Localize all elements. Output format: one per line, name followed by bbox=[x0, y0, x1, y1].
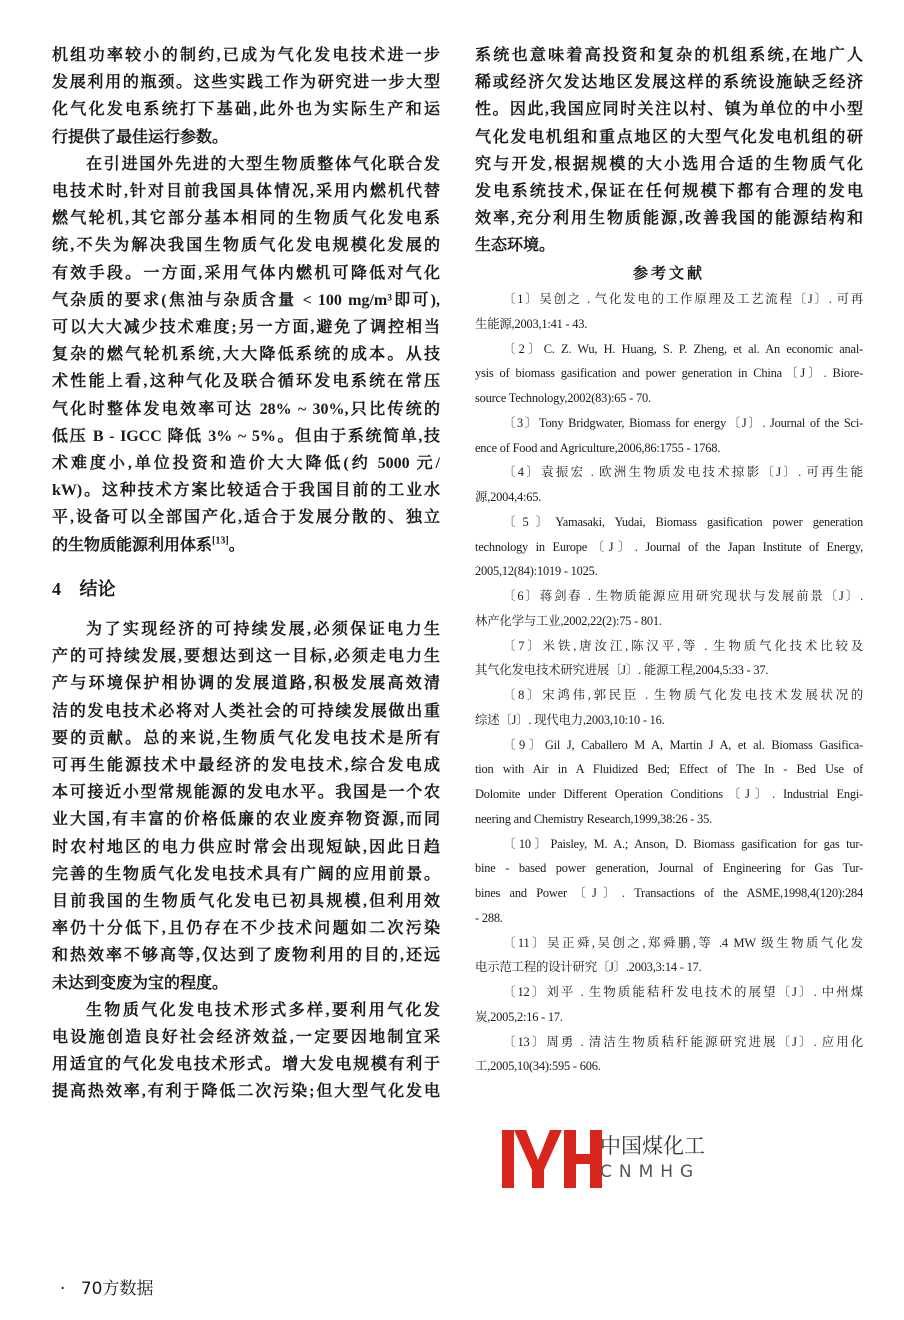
logo-english-name: CNMHG bbox=[600, 1162, 701, 1182]
text-line: 用适宜的气化发电技术形式。增大发电规模有利于 bbox=[52, 1056, 440, 1074]
citation-superscript: [13] bbox=[212, 535, 229, 547]
text-line: 〔3〕Tony Bridgwater, Biomass for energy〔J〕. Journal of the Sci- bbox=[503, 415, 863, 430]
text-line: 本可接近小型常规能源的发电水平。我国是一个农 bbox=[52, 784, 440, 802]
text-line: 〔13〕周勇 . 清洁生物质秸秆能源研究进展〔J〕. 应用化 bbox=[503, 1034, 863, 1049]
text-line: 究与开发,根据规模的大小选用合适的生物质气化 bbox=[475, 155, 863, 173]
references-title: 参考文献 bbox=[632, 266, 705, 282]
text-line: 炭,2005,2:16 - 17. bbox=[475, 1009, 563, 1024]
text-line: 气化发电机组和重点地区的大型气化发电机组的研 bbox=[475, 128, 863, 146]
text-line: 要的贡献。总的来说,生物质气化发电技术是所有 bbox=[52, 729, 440, 747]
text-line: 系统也意味着高投资和复杂的机组系统,在地广人 bbox=[475, 47, 863, 64]
text-line: 〔8〕宋鸿伟,郭民臣 . 生物质气化发电技术发展状况的 bbox=[503, 688, 863, 702]
text-line: kW)。这种技术方案比较适合于我国目前的工业水 bbox=[52, 482, 440, 500]
text-line: 率仍十分低下,且仍存在不少技术问题如二次污染 bbox=[52, 920, 440, 938]
text-line: 业大国,有丰富的价格低廉的农业废弃物资源,而同 bbox=[52, 811, 440, 829]
text-line: 电示范工程的设计研究〔J〕.2003,3:14 - 17. bbox=[475, 960, 702, 975]
logo-chinese-name: 中国煤化工 bbox=[600, 1134, 705, 1158]
text-line: 综述〔J〕. 现代电力,2003,10:10 - 16. bbox=[475, 712, 665, 727]
text-line: 效率,充分利用生物质能源,改善我国的能源结构和 bbox=[475, 210, 863, 228]
text-line: ence of Food and Agriculture,2006,86:1755 - 1768. bbox=[475, 440, 721, 455]
text-line: bine - based power generation, Journal of Engineering for Gas Tur- bbox=[475, 861, 863, 876]
left-column-upper bbox=[52, 42, 440, 559]
text-line: 在引进国外先进的大型生物质整体气化联合发 bbox=[86, 155, 440, 173]
text-line: 低压 B - IGCC 降低 3% ~ 5%。但由于系统简单,技 bbox=[52, 427, 440, 445]
text-line: 性。因此,我国应同时关注以村、镇为单位的中小型 bbox=[475, 101, 863, 119]
text-line: 产与环境保护相协调的发展道路,积极发展高效清 bbox=[52, 675, 440, 693]
text-line: 提高热效率,有利于降低二次污染;但大型气化发电 bbox=[52, 1083, 440, 1101]
text-line: 生能源,2003,1:41 - 43. bbox=[475, 316, 588, 331]
text-line: 〔7〕米铁,唐汝江,陈汉平,等 . 生物质气化技术比较及 bbox=[503, 638, 863, 653]
section-heading bbox=[52, 575, 116, 601]
text-line: 〔2〕C. Z. Wu, H. Huang, S. P. Zheng, et al. An economic anal- bbox=[503, 341, 863, 356]
text-line: 未达到变废为宝的程度。 bbox=[52, 974, 229, 992]
text-line: 〔12〕刘平 . 生物质能秸秆发电技术的展望〔J〕. 中州煤 bbox=[503, 985, 863, 999]
text-line: 〔6〕蒋剑春 . 生物质能源应用研究现状与发展前景〔J〕. bbox=[503, 589, 863, 603]
logo-mark-icon bbox=[498, 1126, 608, 1192]
text-line: 林产化学与工业,2002,22(2):75 - 801. bbox=[475, 613, 662, 628]
text-line: 气化时整体发电效率可达 28% ~ 30%,只比传统的 bbox=[52, 400, 440, 418]
text-line: 生物质气化发电技术形式多样,要利用气化发 bbox=[86, 1001, 440, 1019]
text-line: 可以大大减少技术难度;另一方面,避免了调控相当 bbox=[52, 319, 440, 337]
text-line: 机组功率较小的制约,已成为气化发电技术进一步 bbox=[52, 47, 440, 64]
text-line: 其气化发电技术研究进展〔J〕. 能源工程,2004,5:33 - 37. bbox=[475, 663, 769, 678]
text-line: 〔5〕Yamasaki, Yudai, Biomass gasification power generation bbox=[503, 514, 863, 529]
text-line: ysis of biomass gasification and power generation in China〔J〕. Biore- bbox=[475, 366, 863, 381]
text-line: 源,2004,4:65. bbox=[475, 490, 542, 504]
text-line-with-citation bbox=[52, 532, 440, 559]
text-line: neering and Chemistry Research,1999,38:26 - 35. bbox=[475, 811, 712, 826]
text-line: 发展利用的瓶颈。这些实践工作为研究进一步大型 bbox=[52, 74, 440, 92]
text-line: 电技术时,针对目前我国具体情况,采用内燃机代替 bbox=[52, 183, 440, 201]
text-line: 行提供了最佳运行参数。 bbox=[52, 128, 229, 146]
text-line: Dolomite under Different Operation Conditions〔J〕. Industrial Engi- bbox=[475, 787, 863, 801]
text-line: 化气化发电系统打下基础,此外也为实际生产和运 bbox=[52, 101, 440, 119]
text-line: 发电系统技术,保证在任何规模下都有合理的发电 bbox=[475, 183, 863, 201]
cnmhg-logo bbox=[498, 1126, 728, 1192]
text-line: 洁的发电技术必将对人类社会的可持续发展做出重 bbox=[52, 702, 440, 720]
text-line: 完善的生物质气化发电技术具有广阔的应用前景。 bbox=[52, 865, 440, 883]
text-line: 统,不失为解决我国生物质气化发电规模化发展的 bbox=[52, 237, 440, 255]
section-title: 结论 bbox=[79, 579, 116, 599]
text-line: 复杂的燃气轮机系统,大大降低系统的成本。从技 bbox=[52, 346, 440, 364]
text-span: 。 bbox=[228, 536, 245, 554]
text-line: 生态环境。 bbox=[475, 237, 556, 255]
text-line: 产的可持续发展,要想达到这一目标,必须走电力生 bbox=[52, 648, 440, 666]
right-column-body bbox=[475, 42, 863, 260]
text-line: 有效手段。一方面,采用气体内燃机可降低对气化 bbox=[52, 264, 440, 282]
text-line: 平,设备可以全部国产化,适合于发展分散的、独立 bbox=[52, 509, 440, 527]
text-line: source Technology,2002(83):65 - 70. bbox=[475, 391, 651, 405]
text-line: - 288. bbox=[475, 910, 503, 925]
text-line: technology in Europe〔J〕. Journal of the Japan Institute of Energy, bbox=[475, 539, 863, 554]
text-line: 术性能上看,这种气化及联合循环发电系统在常压 bbox=[52, 373, 440, 391]
text-line: 〔10〕Paisley, M. A.; Anson, D. Biomass gasification for gas tur- bbox=[503, 836, 863, 851]
section-number: 4 bbox=[52, 579, 61, 599]
text-line: 〔9〕Gil J, Caballero M A, Martin J A, et al. Biomass Gasifica- bbox=[503, 737, 863, 752]
text-line: 目前我国的生物质气化发电已初具规模,但利用效 bbox=[52, 893, 440, 911]
references-list bbox=[475, 287, 863, 1079]
text-line: 和热效率不够高等,仅达到了废物利用的目的,还远 bbox=[52, 947, 440, 965]
page-number: 70方数据 bbox=[80, 1279, 154, 1299]
text-span: 的生物质能源利用体系 bbox=[52, 536, 213, 554]
footer-bullet: · bbox=[60, 1279, 66, 1299]
text-line: 为了实现经济的可持续发展,必须保证电力生 bbox=[86, 621, 440, 638]
text-line: 燃气轮机,其它部分基本相同的生物质气化发电系 bbox=[52, 210, 440, 228]
left-column-lower bbox=[52, 616, 440, 1106]
text-line: 术难度小,单位投资和造价大大降低(约 5000 元/ bbox=[52, 455, 440, 473]
text-line: 时农村地区的电力供应时常会出现短缺,因此日趋 bbox=[52, 838, 440, 856]
text-line: bines and Power〔J〕. Transactions of the ASME,1998,4(120):284 bbox=[475, 886, 863, 900]
text-line: tion with Air in A Fluidized Bed; Effect of The In - Bed Use of bbox=[475, 762, 863, 777]
text-line: 稀或经济欠发达地区发展这样的系统设施缺乏经济 bbox=[475, 74, 863, 92]
text-line: 〔1〕吴创之 . 气化发电的工作原理及工艺流程〔J〕. 可再 bbox=[503, 292, 863, 306]
text-line: 气杂质的要求(焦油与杂质含量 < 100 mg/m³即可), bbox=[52, 291, 440, 309]
text-line: 可再生能源技术中最经济的发电技术,综合发电成 bbox=[52, 757, 440, 775]
text-line: 〔4〕袁振宏 . 欧洲生物质发电技术掠影〔J〕. 可再生能 bbox=[503, 465, 863, 480]
text-line: 〔11〕吴正舜,吴创之,郑舜鹏,等 .4 MW 级生物质气化发 bbox=[503, 935, 863, 950]
text-line: 2005,12(84):1019 - 1025. bbox=[475, 564, 598, 579]
text-line: 电设施创造良好社会经济效益,一定要因地制宜采 bbox=[52, 1029, 440, 1047]
page-footer bbox=[60, 1274, 153, 1299]
text-line: 工,2005,10(34):595 - 606. bbox=[475, 1059, 601, 1074]
